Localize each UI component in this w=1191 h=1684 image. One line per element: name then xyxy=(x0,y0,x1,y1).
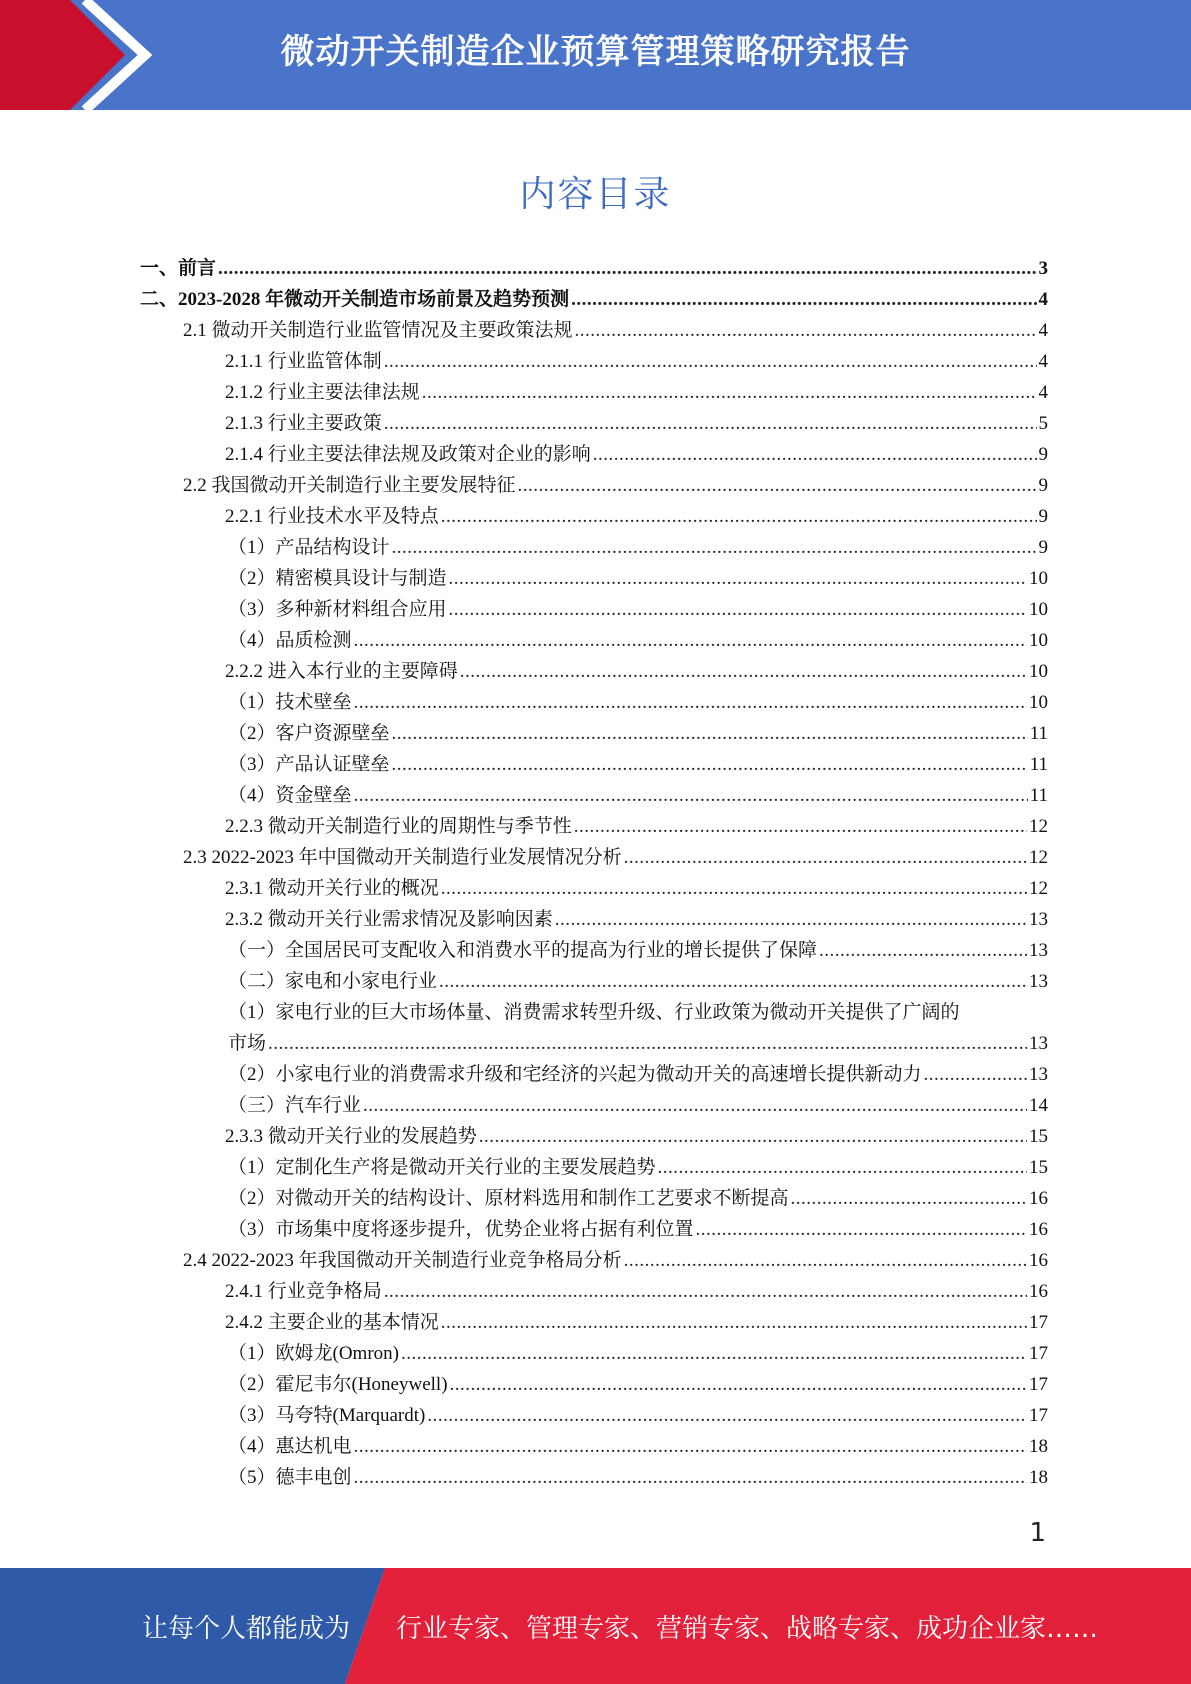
dot-leader xyxy=(422,377,1037,408)
toc-entry-page: 16 xyxy=(1029,1219,1048,1240)
toc-entry-label: （3）多种新材料组合应用 xyxy=(228,599,447,620)
toc-entry-page: 17 xyxy=(1029,1374,1048,1395)
dot-leader xyxy=(384,408,1037,439)
toc-entry-label: （二）家电和小家电行业 xyxy=(228,971,438,992)
toc-entry-page: 14 xyxy=(1029,1095,1048,1116)
dot-leader xyxy=(392,532,1037,563)
toc-entry[interactable] xyxy=(228,749,1048,780)
toc-entry[interactable] xyxy=(228,1400,1048,1431)
toc-entry-page: 11 xyxy=(1029,785,1048,806)
toc-entry-page: 9 xyxy=(1038,475,1048,496)
dot-leader xyxy=(427,1400,1027,1431)
toc-entry-label: 2.1.1 行业监管体制 xyxy=(225,351,382,372)
toc-entry-label: （3）市场集中度将逐步提升，优势企业将占据有利位置 xyxy=(228,1219,694,1240)
toc-entry-label: （一）全国居民可支配收入和消费水平的提高为行业的增长提供了保障 xyxy=(228,940,818,961)
dot-leader xyxy=(518,470,1037,501)
dot-leader xyxy=(819,935,1027,966)
toc-entry-page: 9 xyxy=(1038,537,1048,558)
toc-entry-page: 10 xyxy=(1029,661,1048,682)
toc-entry[interactable] xyxy=(228,687,1048,718)
toc-entry[interactable] xyxy=(183,842,1048,873)
toc-entry[interactable] xyxy=(225,377,1048,408)
dot-leader xyxy=(924,1059,1027,1090)
toc-entry-page: 18 xyxy=(1029,1436,1048,1457)
toc-entry-label: （4）资金壁垒 xyxy=(228,785,352,806)
toc-entry-page: 9 xyxy=(1038,506,1048,527)
toc-entry-label: 2.3 2022-2023 年中国微动开关制造行业发展情况分析 xyxy=(183,847,622,868)
toc-entry[interactable] xyxy=(183,1245,1048,1276)
toc-entry-label: （5）德丰电创 xyxy=(228,1467,352,1488)
toc-entry-label: 2.4 2022-2023 年我国微动开关制造行业竞争格局分析 xyxy=(183,1250,622,1271)
toc-entry-label: 2.1.4 行业主要法律法规及政策对企业的影响 xyxy=(225,444,591,465)
dot-leader xyxy=(658,1152,1027,1183)
dot-leader xyxy=(363,1090,1027,1121)
dot-leader xyxy=(441,501,1037,532)
report-title: 微动开关制造企业预算管理策略研究报告 xyxy=(280,32,911,72)
toc-entry-page: 17 xyxy=(1029,1343,1048,1364)
toc-entry-page: 16 xyxy=(1029,1281,1048,1302)
toc-entry-label: （4）品质检测 xyxy=(228,630,352,651)
toc-entry-label: 2.1.3 行业主要政策 xyxy=(225,413,382,434)
toc-entry[interactable] xyxy=(225,656,1048,687)
toc-entry[interactable] xyxy=(183,470,1048,501)
toc-heading: 内容目录 xyxy=(519,174,672,215)
toc-entry[interactable] xyxy=(225,811,1048,842)
dot-leader xyxy=(354,1462,1027,1493)
toc-entry-label: （3）马夸特(Marquardt) xyxy=(228,1405,426,1426)
toc-entry-page: 17 xyxy=(1029,1312,1048,1333)
toc-entry-label: （1）定制化生产将是微动开关行业的主要发展趋势 xyxy=(228,1157,656,1178)
toc-entry[interactable] xyxy=(225,408,1048,439)
toc-entry-label: （2）对微动开关的结构设计、原材料选用和制作工艺要求不断提高 xyxy=(228,1188,789,1209)
dot-leader xyxy=(593,439,1037,470)
toc-entry-page: 4 xyxy=(1038,289,1048,310)
toc-entry-label: （2）客户资源壁垒 xyxy=(228,723,390,744)
toc-entry[interactable] xyxy=(225,346,1048,377)
toc-entry-page: 13 xyxy=(1029,909,1048,930)
toc-entry-label: 2.4.2 主要企业的基本情况 xyxy=(225,1312,439,1333)
toc-entry-label: 2.1 微动开关制造行业监管情况及主要政策法规 xyxy=(183,320,573,341)
toc-entry-label: （1）产品结构设计 xyxy=(228,537,390,558)
dot-leader xyxy=(624,842,1027,873)
toc-entry-label: 2.2 我国微动开关制造行业主要发展特征 xyxy=(183,475,516,496)
dot-leader xyxy=(624,1245,1027,1276)
dot-leader xyxy=(574,811,1027,842)
toc-entry[interactable] xyxy=(228,1059,1048,1090)
toc-entry-page: 13 xyxy=(1029,940,1048,961)
toc-entry-label: 2.2.2 进入本行业的主要障碍 xyxy=(225,661,458,682)
dot-leader xyxy=(791,1183,1027,1214)
dot-leader xyxy=(441,873,1027,904)
toc-entry-label: 2.3.3 微动开关行业的发展趋势 xyxy=(225,1126,477,1147)
toc-entry-label: （1）欧姆龙(Omron) xyxy=(228,1343,399,1364)
toc-entry[interactable] xyxy=(228,625,1048,656)
dot-leader xyxy=(575,315,1037,346)
toc-entry-page: 12 xyxy=(1029,847,1048,868)
dot-leader xyxy=(555,904,1027,935)
dot-leader xyxy=(401,1338,1027,1369)
toc-entry-label: （2）小家电行业的消费需求升级和宅经济的兴起为微动开关的高速增长提供新动力 xyxy=(228,1064,922,1085)
toc-entry-label: （三）汽车行业 xyxy=(228,1095,362,1116)
dot-leader xyxy=(460,656,1027,687)
toc-entry-label: 2.4.1 行业竞争格局 xyxy=(225,1281,382,1302)
toc-entry[interactable] xyxy=(228,532,1048,563)
toc-entry-page: 16 xyxy=(1029,1250,1048,1271)
dot-leader xyxy=(441,1307,1027,1338)
dot-leader xyxy=(449,563,1027,594)
toc-entry-label: （2）精密模具设计与制造 xyxy=(228,568,447,589)
toc-entry[interactable] xyxy=(225,1276,1048,1307)
toc-entry-label: 2.1.2 行业主要法律法规 xyxy=(225,382,420,403)
toc-entry-page: 5 xyxy=(1038,413,1048,434)
toc-entry[interactable] xyxy=(225,501,1048,532)
dot-leader xyxy=(439,966,1027,997)
toc-entry[interactable] xyxy=(225,1307,1048,1338)
dot-leader xyxy=(354,625,1027,656)
toc-entry[interactable] xyxy=(228,1338,1048,1369)
toc-entry-label: （4）惠达机电 xyxy=(228,1436,352,1457)
toc-entry[interactable] xyxy=(228,1462,1048,1493)
toc-entry-label: 2.2.3 微动开关制造行业的周期性与季节性 xyxy=(225,816,572,837)
toc-entry[interactable] xyxy=(228,780,1048,811)
toc-entry-page: 16 xyxy=(1029,1188,1048,1209)
toc-entry-label: 市场 xyxy=(228,1033,267,1054)
header-banner xyxy=(0,0,1191,110)
toc-entry-page: 9 xyxy=(1038,444,1048,465)
dot-leader xyxy=(392,749,1028,780)
toc-entry[interactable] xyxy=(228,1090,1048,1121)
toc-entry-page: 10 xyxy=(1029,568,1048,589)
dot-leader xyxy=(449,594,1027,625)
dot-leader xyxy=(354,1431,1027,1462)
dot-leader xyxy=(384,1276,1027,1307)
toc-entry-wrapped-line[interactable]: （1）家电行业的巨大市场体量、消费需求转型升级、行业政策为微动开关提供了广阔的 xyxy=(228,1002,960,1023)
toc-entry[interactable] xyxy=(228,1369,1048,1400)
toc-entry[interactable] xyxy=(228,1214,1048,1245)
toc-entry-label: 2.2.1 行业技术水平及特点 xyxy=(225,506,439,527)
toc-entry-page: 13 xyxy=(1029,971,1048,992)
toc-entry-page: 4 xyxy=(1038,351,1048,372)
toc-entry-label: （2）霍尼韦尔(Honeywell) xyxy=(228,1374,448,1395)
dot-leader xyxy=(696,1214,1027,1245)
toc-entry-page: 10 xyxy=(1029,692,1048,713)
toc-entry-page: 4 xyxy=(1038,320,1048,341)
toc-entry-label: 2.3.1 微动开关行业的概况 xyxy=(225,878,439,899)
dot-leader xyxy=(479,1121,1027,1152)
toc-entry-label: 二、2023-2028 年微动开关制造市场前景及趋势预测 xyxy=(140,289,570,310)
toc-entry[interactable] xyxy=(225,873,1048,904)
toc-entry-label: 2.3.2 微动开关行业需求情况及影响因素 xyxy=(225,909,553,930)
toc-entry[interactable] xyxy=(228,935,1048,966)
dot-leader xyxy=(571,284,1036,315)
footer-banner xyxy=(0,1568,1191,1684)
toc-entry[interactable] xyxy=(225,439,1048,470)
toc-entry[interactable] xyxy=(183,315,1048,346)
toc-entry-page: 11 xyxy=(1029,754,1048,775)
toc-entry[interactable] xyxy=(140,253,1048,284)
toc-entry[interactable] xyxy=(228,966,1048,997)
toc-entry[interactable] xyxy=(225,1121,1048,1152)
dot-leader xyxy=(354,687,1027,718)
toc-entry-page: 12 xyxy=(1029,878,1048,899)
toc-entry-page: 13 xyxy=(1029,1033,1048,1054)
dot-leader xyxy=(384,346,1037,377)
toc-entry-page: 15 xyxy=(1029,1126,1048,1147)
page-number: 1 xyxy=(1029,1518,1046,1548)
dot-leader xyxy=(354,780,1028,811)
toc-entry-page: 4 xyxy=(1038,382,1048,403)
toc-entry-page: 17 xyxy=(1029,1405,1048,1426)
toc-entry[interactable] xyxy=(228,1152,1048,1183)
dot-leader xyxy=(268,1028,1027,1059)
toc-entry[interactable] xyxy=(228,1431,1048,1462)
toc-entry-page: 10 xyxy=(1029,599,1048,620)
toc-entry-page: 13 xyxy=(1029,1064,1048,1085)
toc-entry[interactable] xyxy=(225,904,1048,935)
toc-entry-label: （1）技术壁垒 xyxy=(228,692,352,713)
toc-entry[interactable] xyxy=(228,1028,1048,1059)
toc-entry[interactable] xyxy=(140,284,1048,315)
dot-leader xyxy=(450,1369,1027,1400)
toc-entry[interactable] xyxy=(228,718,1048,749)
toc-entry-page: 10 xyxy=(1029,630,1048,651)
toc-entry[interactable] xyxy=(228,563,1048,594)
footer-slogan-right: 行业专家、管理专家、营销专家、战略专家、成功企业家…… xyxy=(396,1614,1099,1644)
toc-entry[interactable] xyxy=(228,1183,1048,1214)
toc-entry[interactable] xyxy=(228,594,1048,625)
toc-entry-label: 一、前言 xyxy=(140,258,217,279)
toc-entry-page: 11 xyxy=(1029,723,1048,744)
footer-slogan-left: 让每个人都能成为 xyxy=(142,1614,351,1644)
toc-entry-page: 3 xyxy=(1038,258,1048,279)
dot-leader xyxy=(392,718,1028,749)
toc-entry-page: 15 xyxy=(1029,1157,1048,1178)
toc-entry-page: 12 xyxy=(1029,816,1048,837)
toc-entry-label: （3）产品认证壁垒 xyxy=(228,754,390,775)
dot-leader xyxy=(218,253,1036,284)
toc-entry-page: 18 xyxy=(1029,1467,1048,1488)
